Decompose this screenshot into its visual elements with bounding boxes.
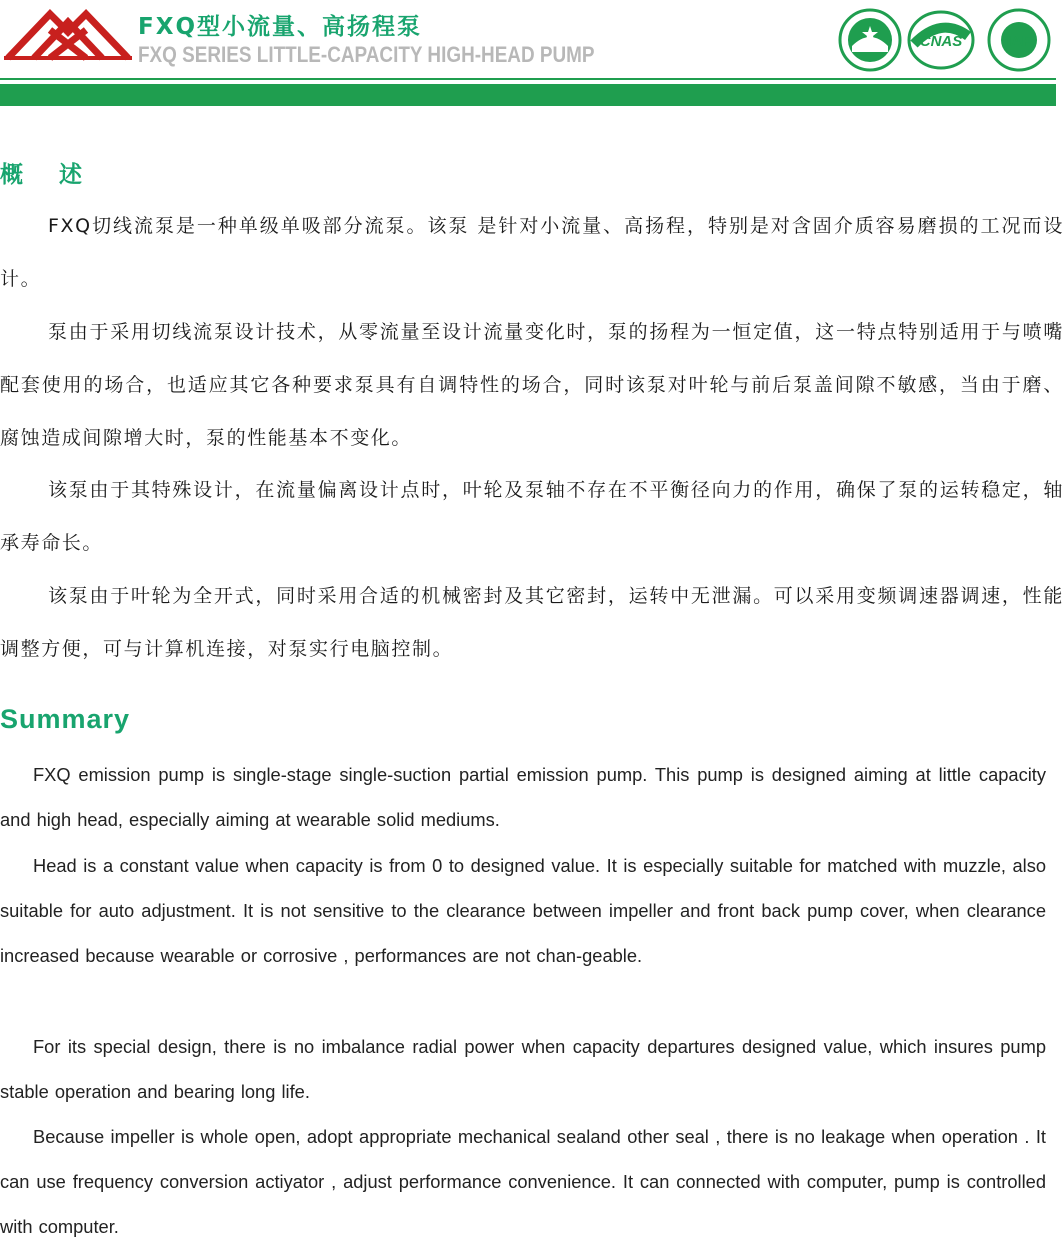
header-title-cn: FXQ型小流量、高扬程泵 bbox=[138, 14, 422, 40]
overview-paragraph-1: FXQ切线流泵是一种单级单吸部分流泵。该泵 是针对小流量、高扬程，特别是对含固介质容易磨损的工况而设计。 bbox=[0, 215, 1064, 290]
overview-heading: 概 述 bbox=[0, 162, 97, 188]
company-logo-icon bbox=[4, 0, 132, 66]
summary-paragraph-2: Head is a constant value when capacity is from 0 to designed value. It is especially suitable for matched with muzzle, also suitable for auto adjustment. It is not sensitive to the clearance between impeller and front back pump cover, when clearance increased because wearable or corrosive , performances are not chan-geable. bbox=[0, 855, 1046, 967]
overview-paragraph-4: 该泵由于叶轮为全开式，同时采用合适的机械密封及其它密封，运转中无泄漏。可以采用变频调速器调速，性能调整方便，可与计算机连接，对泵实行电脑控制。 bbox=[0, 585, 1064, 660]
header-divider bbox=[0, 78, 1056, 80]
overview-paragraph-3: 该泵由于其特殊设计，在流量偏离设计点时，叶轮及泵轴不存在不平衡径向力的作用，确保了泵的运转稳定，轴承寿命长。 bbox=[0, 479, 1064, 554]
certification-logos bbox=[838, 8, 1060, 74]
china-certification-seal-icon bbox=[838, 8, 902, 72]
page-header bbox=[0, 0, 1064, 110]
cnas-logo-icon bbox=[906, 8, 976, 72]
svg-text:IAF: IAF bbox=[1006, 33, 1032, 50]
header-title-en: FXQ SERIES LITTLE-CAPACITY HIGH-HEAD PUMP bbox=[138, 42, 595, 67]
svg-text:CNAS: CNAS bbox=[919, 33, 963, 50]
overview-paragraph-2: 泵由于采用切线流泵设计技术，从零流量至设计流量变化时，泵的扬程为一恒定值，这一特点特别适用于与喷嘴配套使用的场合，也适应其它各种要求泵具有自调特性的场合，同时该泵对叶轮与前后泵盖间隙不敏感，当由于磨、腐蚀造成间隙增大时，泵的性能基本不变化。 bbox=[0, 321, 1064, 449]
header-bar bbox=[0, 84, 1056, 106]
summary-heading: Summary bbox=[0, 704, 131, 734]
summary-paragraph-3: For its special design, there is no imbalance radial power when capacity departures designed value, which insures pump stable operation and bearing long life. bbox=[0, 1036, 1046, 1103]
summary-paragraph-1: FXQ emission pump is single-stage single-suction partial emission pump. This pump is designed aiming at little capacity and high head, especially aiming at wearable solid mediums. bbox=[0, 764, 1046, 831]
summary-paragraph-4: Because impeller is whole open, adopt appropriate mechanical sealand other seal , there is no leakage when operation . It can use frequency conversion actiyator , adjust performance convenience. It can connected with computer, pump is controlled with computer. bbox=[0, 1126, 1046, 1238]
iaf-logo-icon bbox=[980, 8, 1058, 72]
